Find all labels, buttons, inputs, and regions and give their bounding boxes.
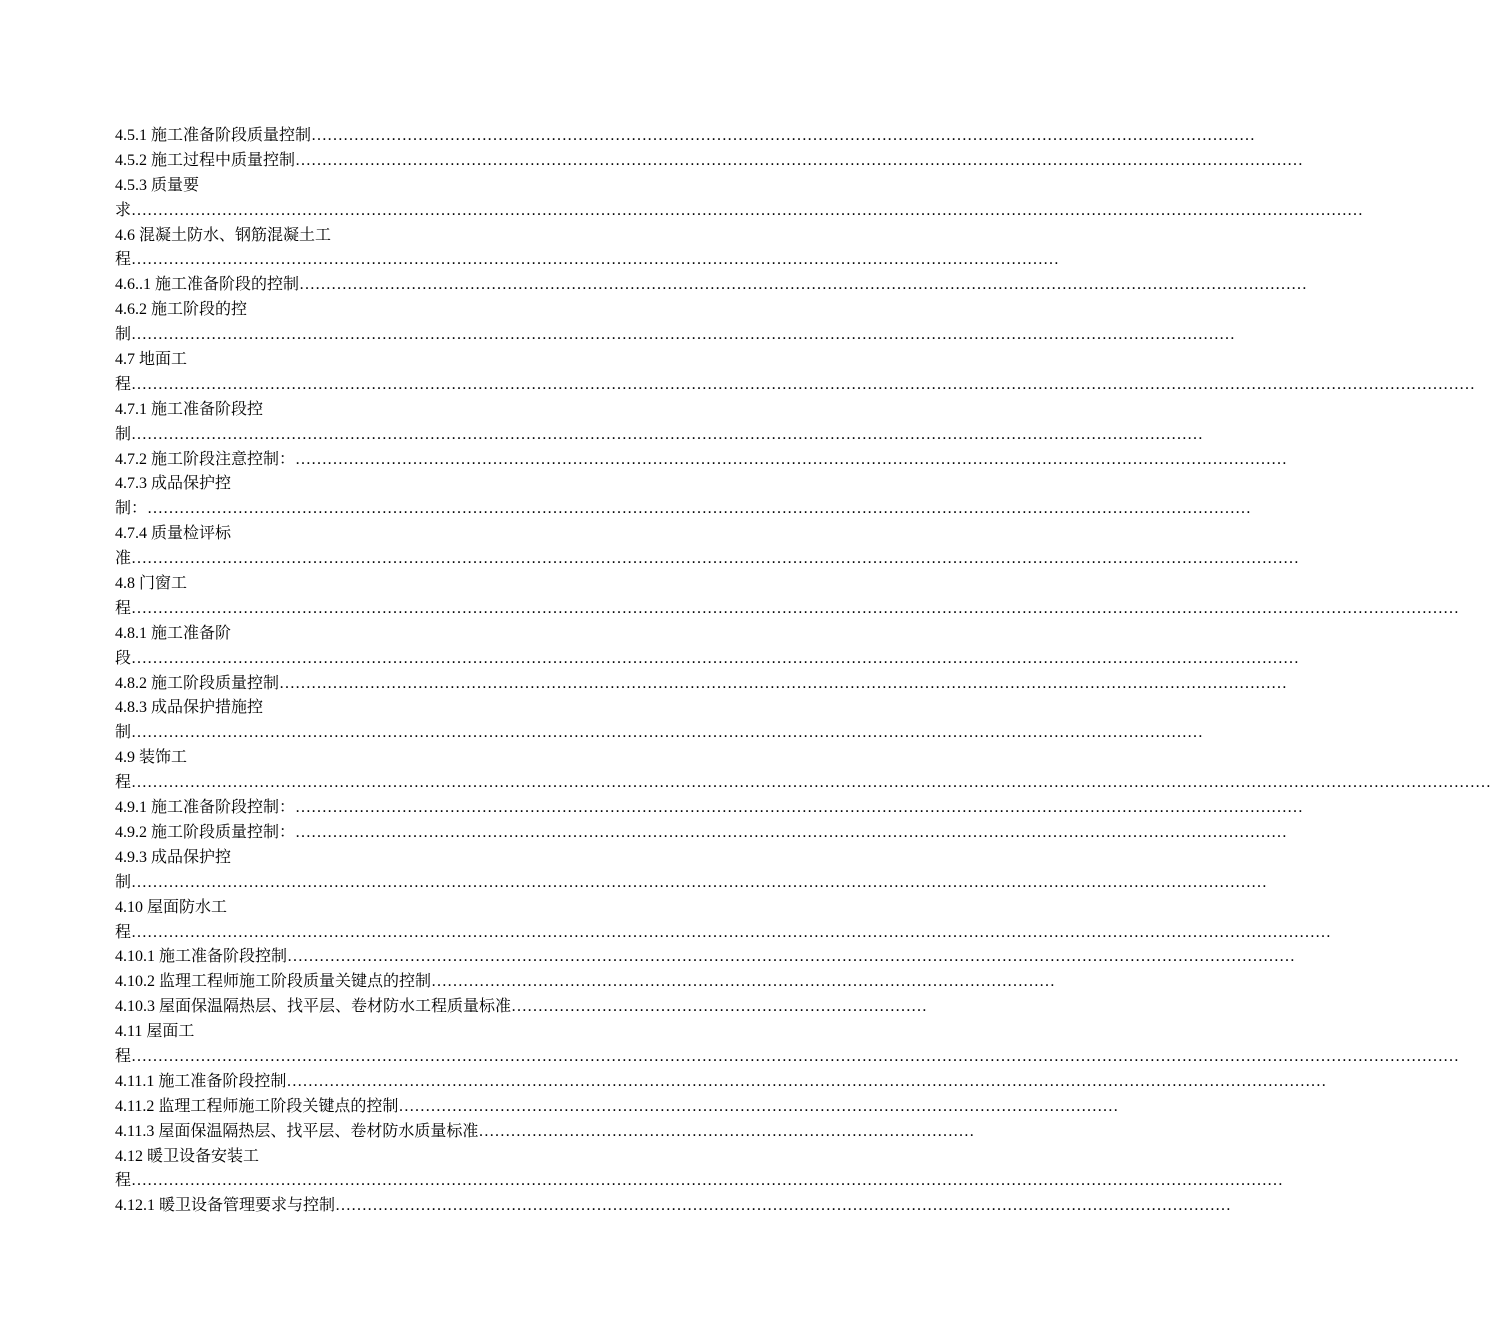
toc-entry-text: 4.7.3 成品保护控 (115, 475, 232, 493)
toc-entry-line (115, 746, 885, 771)
toc-leader-dots: ……………………………………………………………………………………………………… (431, 973, 1056, 991)
toc-entry-line (115, 1194, 1232, 1219)
toc-entry-line (115, 896, 885, 921)
toc-entry-line (115, 995, 928, 1020)
toc-entry-line (115, 796, 1304, 821)
toc-entry-line (115, 597, 1460, 622)
toc-entry-text: 4.6..1 施工准备阶段的控制 (115, 276, 300, 294)
toc-entry-text: 程 (115, 923, 132, 941)
toc-entry-line (115, 871, 1268, 896)
toc-entry-text: 制 (115, 724, 132, 742)
toc-leader-dots: …………………………………………………………………………………………………………………………………………………………… (311, 127, 1256, 144)
toc-entry-text: 4.5.2 施工过程中质量控制 (115, 151, 296, 169)
toc-leader-dots: ……………………………………………………………………………………………………………………………………………………………………………………… (131, 326, 1236, 344)
toc-entry-line (115, 970, 1056, 995)
toc-entry-text: 4.6 混凝土防水、钢筋混凝土工 (115, 226, 332, 244)
toc-leader-dots: ……………………………………………………………………………………………………………………………………………………………………… (295, 799, 1304, 817)
toc-entry-text: 程 (115, 774, 132, 792)
toc-entry-line (115, 1070, 1327, 1095)
toc-leader-dots: …………………………………………………………………………………………………………………………………………………………………………………………………………………………… (131, 599, 1460, 617)
toc-entry-text: 求 (115, 201, 132, 219)
toc-leader-dots: ………………………………………………………………………………………………………………………………………………………………………………………………………………………………… (131, 774, 1491, 792)
toc-leader-dots: ……………………………………………………………………………………………………………………………………………………………………………………………………………………………… (131, 375, 1476, 393)
toc-entry-text: 4.6.2 施工阶段的控 (115, 301, 248, 319)
toc-entry-line (115, 1120, 975, 1145)
toc-entry-text: 4.9 装饰工 (115, 749, 188, 767)
toc-leader-dots: ……………………………………………………………………………………………………………………………………………………………………… (295, 151, 1304, 169)
toc-entry-line (115, 1145, 885, 1170)
toc-entry-text: 程 (115, 1172, 132, 1190)
toc-entry-text: 4.5.1 施工准备阶段质量控制 (115, 127, 312, 144)
toc-entry-text: 制 (115, 326, 132, 344)
toc-entry-line (115, 497, 1252, 522)
toc-entry-text: 4.9.1 施工准备阶段控制： (115, 799, 296, 817)
toc-entry-line (115, 1095, 1119, 1120)
toc-entry-line (115, 323, 1236, 348)
toc-entry-line (115, 224, 885, 249)
toc-entry-text: 4.5.3 质量要 (115, 176, 200, 194)
toc-leader-dots: …………………………………………………………………………………………………………………………………………………… (335, 1197, 1232, 1215)
toc-entry-text: 4.11.1 施工准备阶段控制 (115, 1072, 287, 1090)
toc-entry-text: 4.10 屋面防水工 (115, 898, 228, 916)
toc-entry-line (115, 572, 885, 597)
toc-entry-text: 4.7 地面工 (115, 351, 188, 369)
toc-leader-dots: ………………………………………………………………………………………………………………………………………………………………………………………………… (131, 550, 1300, 568)
toc-entry-line (115, 273, 1308, 298)
toc-entry-text: 程 (115, 251, 132, 269)
toc-entry-line (115, 1045, 1460, 1070)
toc-entry-line (115, 771, 1491, 796)
toc-entry-text: 4.8.2 施工阶段质量控制 (115, 674, 280, 692)
toc-entry-text: 制： (115, 500, 148, 518)
toc-leader-dots: ……………………………………………………………………………………………………………………………………………………………………… (299, 276, 1308, 294)
toc-entry-line (115, 846, 885, 871)
table-of-contents (115, 124, 1491, 1219)
toc-entry-line (115, 174, 885, 199)
toc-leader-dots: …………………………………………………………………………………………………………………………………………………………………… (295, 450, 1288, 468)
toc-leader-dots: …………………………………………………………………………………………………………………………………………………………………………………………… (131, 873, 1268, 891)
toc-leader-dots: ……………………………………………………………………………………………………………………………………………………………………… (287, 948, 1296, 966)
toc-entry-text: 程 (115, 375, 132, 393)
toc-entry-text: 程 (115, 1047, 132, 1065)
toc-entry-line (115, 149, 1304, 174)
toc-entry-line (115, 448, 1288, 473)
toc-entry-line (115, 921, 1332, 946)
toc-entry-line (115, 298, 885, 323)
toc-entry-text: 制 (115, 425, 132, 443)
toc-entry-line (115, 696, 885, 721)
toc-entry-line (115, 721, 1204, 746)
toc-entry-text: 4.8.3 成品保护措施控 (115, 699, 264, 717)
toc-entry-line (115, 672, 1288, 697)
toc-entry-text: 段 (115, 649, 132, 667)
toc-leader-dots: …………………………………………………………………………………………………………………………………………………………………… (295, 823, 1288, 841)
toc-entry-line (115, 124, 1256, 149)
toc-entry-line (115, 1020, 885, 1045)
toc-entry-text: 4.9.3 成品保护控 (115, 848, 232, 866)
toc-leader-dots: ……………………………………………………………………………………………………………………………………………………………………………………………………… (131, 923, 1332, 941)
toc-leader-dots: …………………………………………………………………… (511, 998, 928, 1016)
toc-entry-text: 4.11.3 屋面保温隔热层、找平层、卷材防水质量标准 (115, 1122, 479, 1140)
toc-entry-line (115, 522, 885, 547)
toc-entry-text: 4.8.1 施工准备阶 (115, 624, 232, 642)
toc-entry-text: 制 (115, 873, 132, 891)
toc-entry-line (115, 248, 1060, 273)
toc-leader-dots: ……………………………………………………………………………………………………………………………………………………………………… (279, 674, 1288, 692)
toc-entry-line (115, 647, 1300, 672)
toc-entry-text: 4.10.2 监理工程师施工阶段质量关键点的控制 (115, 973, 432, 991)
toc-entry-text: 4.12 暖卫设备安装工 (115, 1147, 260, 1165)
toc-leader-dots: ………………………………………………………………………………………………………………………………………………………………………………… (131, 724, 1204, 742)
toc-entry-line (115, 398, 885, 423)
toc-entry-text: 程 (115, 599, 132, 617)
toc-entry-text: 4.7.1 施工准备阶段控 (115, 400, 264, 418)
toc-leader-dots: ……………………………………………………………………………………………………………………………………………………………………………………… (147, 500, 1252, 518)
toc-entry-text: 4.11.2 监理工程师施工阶段关键点的控制 (115, 1097, 399, 1115)
toc-entry-text: 4.7.4 质量检评标 (115, 525, 232, 543)
toc-entry-text: 4.11 屋面工 (115, 1023, 195, 1041)
toc-entry-line (115, 423, 1204, 448)
toc-entry-line (115, 199, 1364, 224)
toc-entry-text: 4.8 门窗工 (115, 575, 188, 593)
toc-leader-dots: ……………………………………………………………………………………………………………………… (398, 1097, 1119, 1115)
toc-entry-text: 4.10.1 施工准备阶段控制 (115, 948, 288, 966)
toc-leader-dots: …………………………………………………………………………………………………………………………………………………………………………………………………………… (131, 201, 1364, 219)
toc-leader-dots: …………………………………………………………………………………………………………………………………………………………………………… (286, 1072, 1327, 1090)
toc-entry-text: 4.10.3 屋面保温隔热层、找平层、卷材防水工程质量标准 (115, 998, 512, 1016)
toc-entry-text: 4.9.2 施工阶段质量控制： (115, 823, 296, 841)
toc-leader-dots: …………………………………………………………………………………………………………………………………………………………………………………………………………………………… (131, 1047, 1460, 1065)
toc-entry-text: 4.12.1 暖卫设备管理要求与控制 (115, 1197, 336, 1215)
toc-entry-line (115, 821, 1288, 846)
toc-leader-dots: ………………………………………………………………………………………………………………………………………………………………………………………………… (131, 649, 1300, 667)
toc-entry-line (115, 622, 885, 647)
toc-entry-line (115, 1169, 1284, 1194)
toc-leader-dots: ……………………………………………………………………………………………………………………………………………………………………………………………… (131, 1172, 1284, 1190)
toc-entry-line (115, 348, 885, 373)
toc-entry-line (115, 472, 885, 497)
toc-leader-dots: ………………………………………………………………………………………………………………………………………………………… (131, 251, 1060, 269)
toc-entry-text: 4.7.2 施工阶段注意控制： (115, 450, 296, 468)
toc-leader-dots: ………………………………………………………………………………………………………………………………………………………………………………… (131, 425, 1204, 443)
toc-leader-dots: ………………………………………………………………………………… (478, 1122, 975, 1140)
toc-entry-text: 准 (115, 550, 132, 568)
toc-entry-line (115, 945, 1296, 970)
toc-entry-line (115, 373, 1476, 398)
toc-entry-line (115, 547, 1300, 572)
